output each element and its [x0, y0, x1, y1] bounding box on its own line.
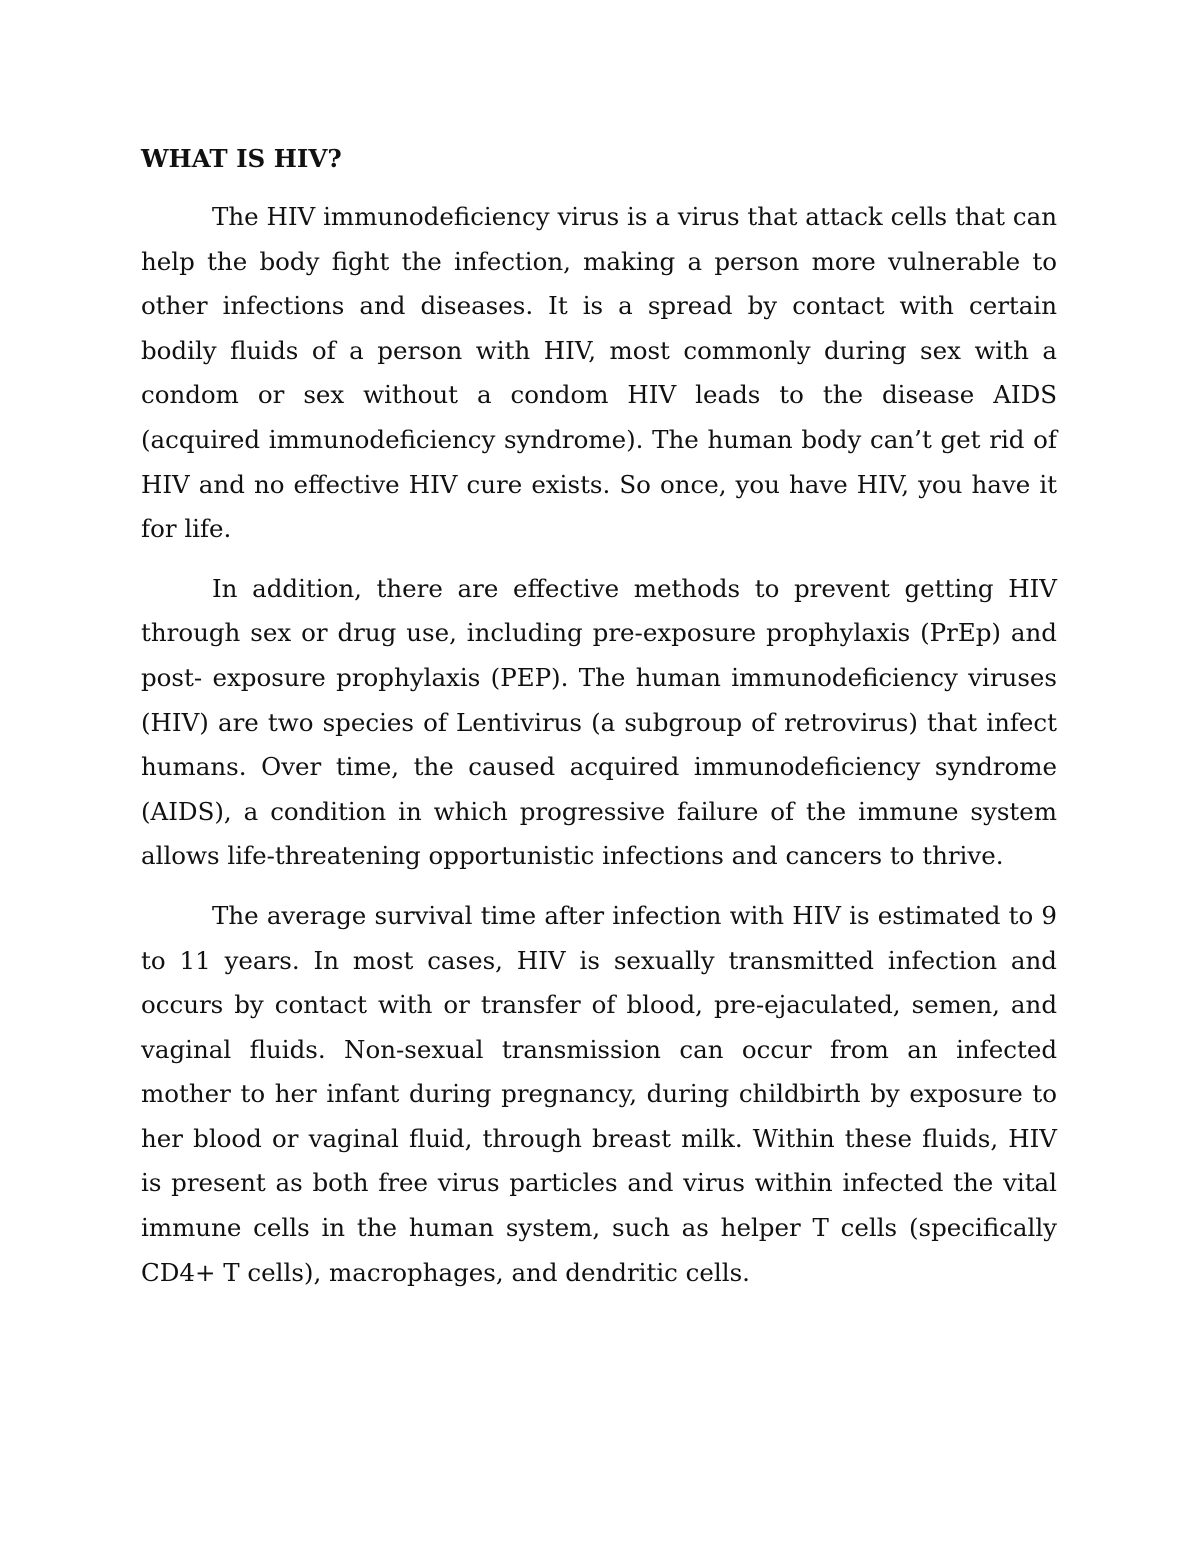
paragraph-1: The HIV immunodeficiency virus is a virus that attack cells that can help the body fight the infection, making a person more vulnerable to other infections and diseases. It is a spread by contact with certain bodily fluids of a person with HIV, most commonly during sex with a condom or sex without a condom HIV leads to the disease AIDS (acquired immunodeficiency syndrome). The human body can’t get rid of HIV and no effective HIV cure exists. So once, you have HIV, you have it for life. — [141, 202, 1057, 544]
document-body — [141, 137, 1057, 1310]
document-title: WHAT IS HIV? — [141, 144, 342, 173]
paragraph-3: The average survival time after infection with HIV is estimated to 9 to 11 years. In most cases, HIV is sexually transmitted infection and occurs by contact with or transfer of blood, pre-ejaculated, semen, and vaginal fluids. Non-sexual transmission can occur from an infected mother to her infant during pregnancy, during childbirth by exposure to her blood or vaginal fluid, through breast milk. Within these fluids, HIV is present as both free virus particles and virus within infected the vital immune cells in the human system, such as helper T cells (specifically CD4+ T cells), macrophages, and dendritic cells. — [141, 900, 1057, 1287]
paragraph-2: In addition, there are effective methods to prevent getting HIV through sex or drug use, including pre-exposure prophylaxis (PrEp) and post- exposure prophylaxis (PEP). The human immunodeficiency viruses (HIV) are two species of Lentivirus (a subgroup of retrovirus) that infect humans. Over time, the caused acquired immunodeficiency syndrome (AIDS), a condition in which progressive failure of the immune system allows life-threatening opportunistic infections and cancers to thrive. — [141, 573, 1057, 871]
